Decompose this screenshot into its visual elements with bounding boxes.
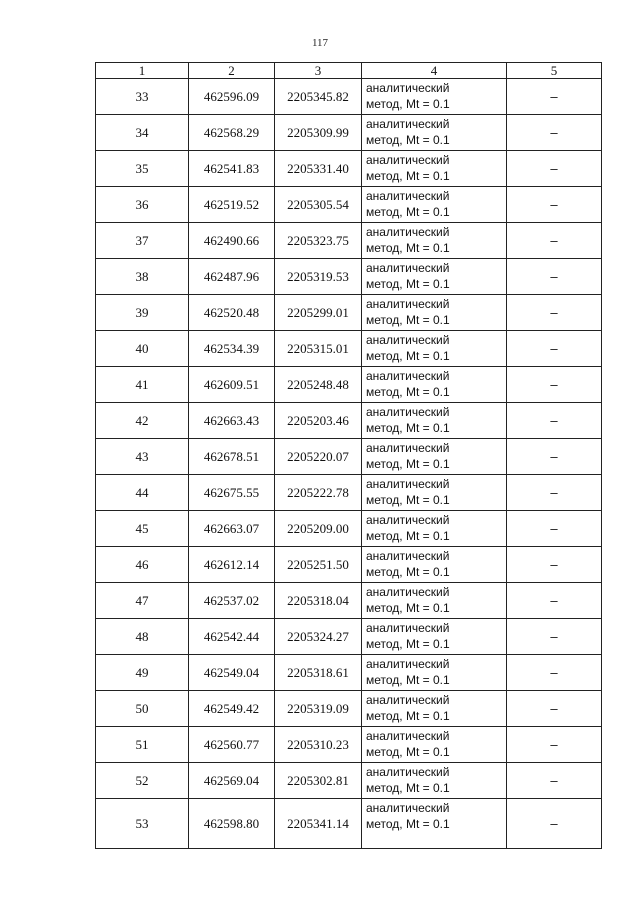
point-number-cell: 38 — [96, 259, 189, 295]
method-cell — [362, 151, 507, 187]
point-number-cell: 36 — [96, 187, 189, 223]
method-line-1: аналитический — [366, 225, 450, 239]
method-line-1: аналитический — [366, 81, 450, 95]
method-line-2: метод, Mt = 0.1 — [366, 169, 450, 183]
method-cell — [362, 79, 507, 115]
method-line-1: аналитический — [366, 513, 450, 527]
table-row — [96, 763, 602, 799]
method-line-2: метод, Mt = 0.1 — [366, 493, 450, 507]
method-line-1: аналитический — [366, 477, 450, 491]
y-coordinate-cell: 2205315.01 — [275, 331, 362, 367]
table-row — [96, 79, 602, 115]
table-row — [96, 151, 602, 187]
x-coordinate-cell: 462534.39 — [189, 331, 275, 367]
point-number-cell: 53 — [96, 799, 189, 849]
point-number-cell: 50 — [96, 691, 189, 727]
page-number: 117 — [311, 37, 329, 49]
y-coordinate-cell: 2205251.50 — [275, 547, 362, 583]
x-coordinate-cell: 462612.14 — [189, 547, 275, 583]
method-line-2: метод, Mt = 0.1 — [366, 673, 450, 687]
table-row — [96, 655, 602, 691]
method-line-1: аналитический — [366, 657, 450, 671]
x-coordinate-cell: 462520.48 — [189, 295, 275, 331]
table-row — [96, 331, 602, 367]
method-cell — [362, 259, 507, 295]
note-cell: – — [507, 763, 602, 799]
point-number-cell: 43 — [96, 439, 189, 475]
method-line-1: аналитический — [366, 765, 450, 779]
method-line-1: аналитический — [366, 369, 450, 383]
header-col-4: 4 — [362, 63, 507, 79]
method-cell — [362, 295, 507, 331]
note-cell: – — [507, 403, 602, 439]
method-line-2: метод, Mt = 0.1 — [366, 565, 450, 579]
note-cell: – — [507, 439, 602, 475]
note-cell: – — [507, 655, 602, 691]
header-col-3: 3 — [275, 63, 362, 79]
method-line-2: метод, Mt = 0.1 — [366, 241, 450, 255]
note-cell: – — [507, 331, 602, 367]
x-coordinate-cell: 462596.09 — [189, 79, 275, 115]
table-row — [96, 439, 602, 475]
table-row — [96, 547, 602, 583]
x-coordinate-cell: 462537.02 — [189, 583, 275, 619]
point-number-cell: 45 — [96, 511, 189, 547]
y-coordinate-cell: 2205310.23 — [275, 727, 362, 763]
point-number-cell: 49 — [96, 655, 189, 691]
point-number-cell: 51 — [96, 727, 189, 763]
table-header-row — [96, 63, 602, 79]
x-coordinate-cell: 462519.52 — [189, 187, 275, 223]
x-coordinate-cell: 462598.80 — [189, 799, 275, 849]
table-row — [96, 475, 602, 511]
point-number-cell: 39 — [96, 295, 189, 331]
method-line-2: метод, Mt = 0.1 — [366, 97, 450, 111]
method-line-1: аналитический — [366, 333, 450, 347]
method-cell — [362, 763, 507, 799]
method-line-2: метод, Mt = 0.1 — [366, 529, 450, 543]
method-line-1: аналитический — [366, 585, 450, 599]
method-line-1: аналитический — [366, 441, 450, 455]
method-cell — [362, 511, 507, 547]
method-cell — [362, 187, 507, 223]
note-cell: – — [507, 619, 602, 655]
method-line-1: аналитический — [366, 801, 450, 815]
table-row — [96, 187, 602, 223]
point-number-cell: 48 — [96, 619, 189, 655]
method-line-1: аналитический — [366, 693, 450, 707]
method-line-1: аналитический — [366, 405, 450, 419]
method-line-1: аналитический — [366, 117, 450, 131]
note-cell: – — [507, 547, 602, 583]
note-cell: – — [507, 187, 602, 223]
point-number-cell: 34 — [96, 115, 189, 151]
y-coordinate-cell: 2205220.07 — [275, 439, 362, 475]
method-line-2: метод, Mt = 0.1 — [366, 637, 450, 651]
method-line-1: аналитический — [366, 729, 450, 743]
y-coordinate-cell: 2205323.75 — [275, 223, 362, 259]
method-cell — [362, 331, 507, 367]
method-line-2: метод, Mt = 0.1 — [366, 133, 450, 147]
table-row — [96, 295, 602, 331]
header-col-1: 1 — [96, 63, 189, 79]
y-coordinate-cell: 2205305.54 — [275, 187, 362, 223]
point-number-cell: 33 — [96, 79, 189, 115]
method-line-2: метод, Mt = 0.1 — [366, 205, 450, 219]
x-coordinate-cell: 462678.51 — [189, 439, 275, 475]
note-cell: – — [507, 115, 602, 151]
method-line-1: аналитический — [366, 621, 450, 635]
x-coordinate-cell: 462609.51 — [189, 367, 275, 403]
table-row — [96, 583, 602, 619]
table-body — [96, 79, 602, 849]
table-row — [96, 223, 602, 259]
point-number-cell: 52 — [96, 763, 189, 799]
note-cell: – — [507, 223, 602, 259]
x-coordinate-cell: 462675.55 — [189, 475, 275, 511]
note-cell: – — [507, 295, 602, 331]
point-number-cell: 42 — [96, 403, 189, 439]
method-cell — [362, 547, 507, 583]
coordinates-table — [95, 62, 602, 849]
table-row — [96, 727, 602, 763]
y-coordinate-cell: 2205299.01 — [275, 295, 362, 331]
x-coordinate-cell: 462541.83 — [189, 151, 275, 187]
method-line-2: метод, Mt = 0.1 — [366, 457, 450, 471]
method-cell — [362, 475, 507, 511]
x-coordinate-cell: 462487.96 — [189, 259, 275, 295]
table-row — [96, 403, 602, 439]
table-row — [96, 259, 602, 295]
method-line-2: метод, Mt = 0.1 — [366, 817, 450, 831]
x-coordinate-cell: 462549.04 — [189, 655, 275, 691]
x-coordinate-cell: 462549.42 — [189, 691, 275, 727]
table-row — [96, 115, 602, 151]
method-line-1: аналитический — [366, 189, 450, 203]
point-number-cell: 35 — [96, 151, 189, 187]
table-row — [96, 619, 602, 655]
method-line-1: аналитический — [366, 153, 450, 167]
header-col-2: 2 — [189, 63, 275, 79]
y-coordinate-cell: 2205331.40 — [275, 151, 362, 187]
x-coordinate-cell: 462490.66 — [189, 223, 275, 259]
note-cell: – — [507, 727, 602, 763]
point-number-cell: 40 — [96, 331, 189, 367]
y-coordinate-cell: 2205319.53 — [275, 259, 362, 295]
x-coordinate-cell: 462542.44 — [189, 619, 275, 655]
method-line-2: метод, Mt = 0.1 — [366, 385, 450, 399]
method-line-1: аналитический — [366, 549, 450, 563]
method-cell — [362, 619, 507, 655]
method-cell — [362, 367, 507, 403]
method-line-2: метод, Mt = 0.1 — [366, 421, 450, 435]
method-cell — [362, 115, 507, 151]
note-cell: – — [507, 475, 602, 511]
method-line-2: метод, Mt = 0.1 — [366, 709, 450, 723]
note-cell: – — [507, 79, 602, 115]
method-line-2: метод, Mt = 0.1 — [366, 601, 450, 615]
y-coordinate-cell: 2205222.78 — [275, 475, 362, 511]
x-coordinate-cell: 462663.07 — [189, 511, 275, 547]
point-number-cell: 37 — [96, 223, 189, 259]
method-cell — [362, 403, 507, 439]
note-cell: – — [507, 583, 602, 619]
y-coordinate-cell: 2205309.99 — [275, 115, 362, 151]
table-row — [96, 367, 602, 403]
note-cell: – — [507, 511, 602, 547]
table-row — [96, 511, 602, 547]
note-cell: – — [507, 799, 602, 849]
point-number-cell: 46 — [96, 547, 189, 583]
x-coordinate-cell: 462560.77 — [189, 727, 275, 763]
y-coordinate-cell: 2205319.09 — [275, 691, 362, 727]
y-coordinate-cell: 2205318.61 — [275, 655, 362, 691]
x-coordinate-cell: 462569.04 — [189, 763, 275, 799]
method-line-1: аналитический — [366, 261, 450, 275]
point-number-cell: 41 — [96, 367, 189, 403]
y-coordinate-cell: 2205318.04 — [275, 583, 362, 619]
method-line-2: метод, Mt = 0.1 — [366, 313, 450, 327]
method-cell — [362, 727, 507, 763]
y-coordinate-cell: 2205324.27 — [275, 619, 362, 655]
method-line-2: метод, Mt = 0.1 — [366, 745, 450, 759]
method-cell — [362, 799, 507, 849]
table-row — [96, 691, 602, 727]
y-coordinate-cell: 2205341.14 — [275, 799, 362, 849]
method-cell — [362, 655, 507, 691]
y-coordinate-cell: 2205345.82 — [275, 79, 362, 115]
header-col-5: 5 — [507, 63, 602, 79]
method-cell — [362, 691, 507, 727]
method-cell — [362, 223, 507, 259]
y-coordinate-cell: 2205302.81 — [275, 763, 362, 799]
x-coordinate-cell: 462568.29 — [189, 115, 275, 151]
y-coordinate-cell: 2205203.46 — [275, 403, 362, 439]
note-cell: – — [507, 367, 602, 403]
note-cell: – — [507, 691, 602, 727]
method-cell — [362, 439, 507, 475]
method-line-2: метод, Mt = 0.1 — [366, 349, 450, 363]
method-line-2: метод, Mt = 0.1 — [366, 277, 450, 291]
method-line-1: аналитический — [366, 297, 450, 311]
method-cell — [362, 583, 507, 619]
method-line-2: метод, Mt = 0.1 — [366, 781, 450, 795]
y-coordinate-cell: 2205248.48 — [275, 367, 362, 403]
point-number-cell: 44 — [96, 475, 189, 511]
y-coordinate-cell: 2205209.00 — [275, 511, 362, 547]
table-row — [96, 799, 602, 849]
x-coordinate-cell: 462663.43 — [189, 403, 275, 439]
point-number-cell: 47 — [96, 583, 189, 619]
note-cell: – — [507, 151, 602, 187]
note-cell: – — [507, 259, 602, 295]
